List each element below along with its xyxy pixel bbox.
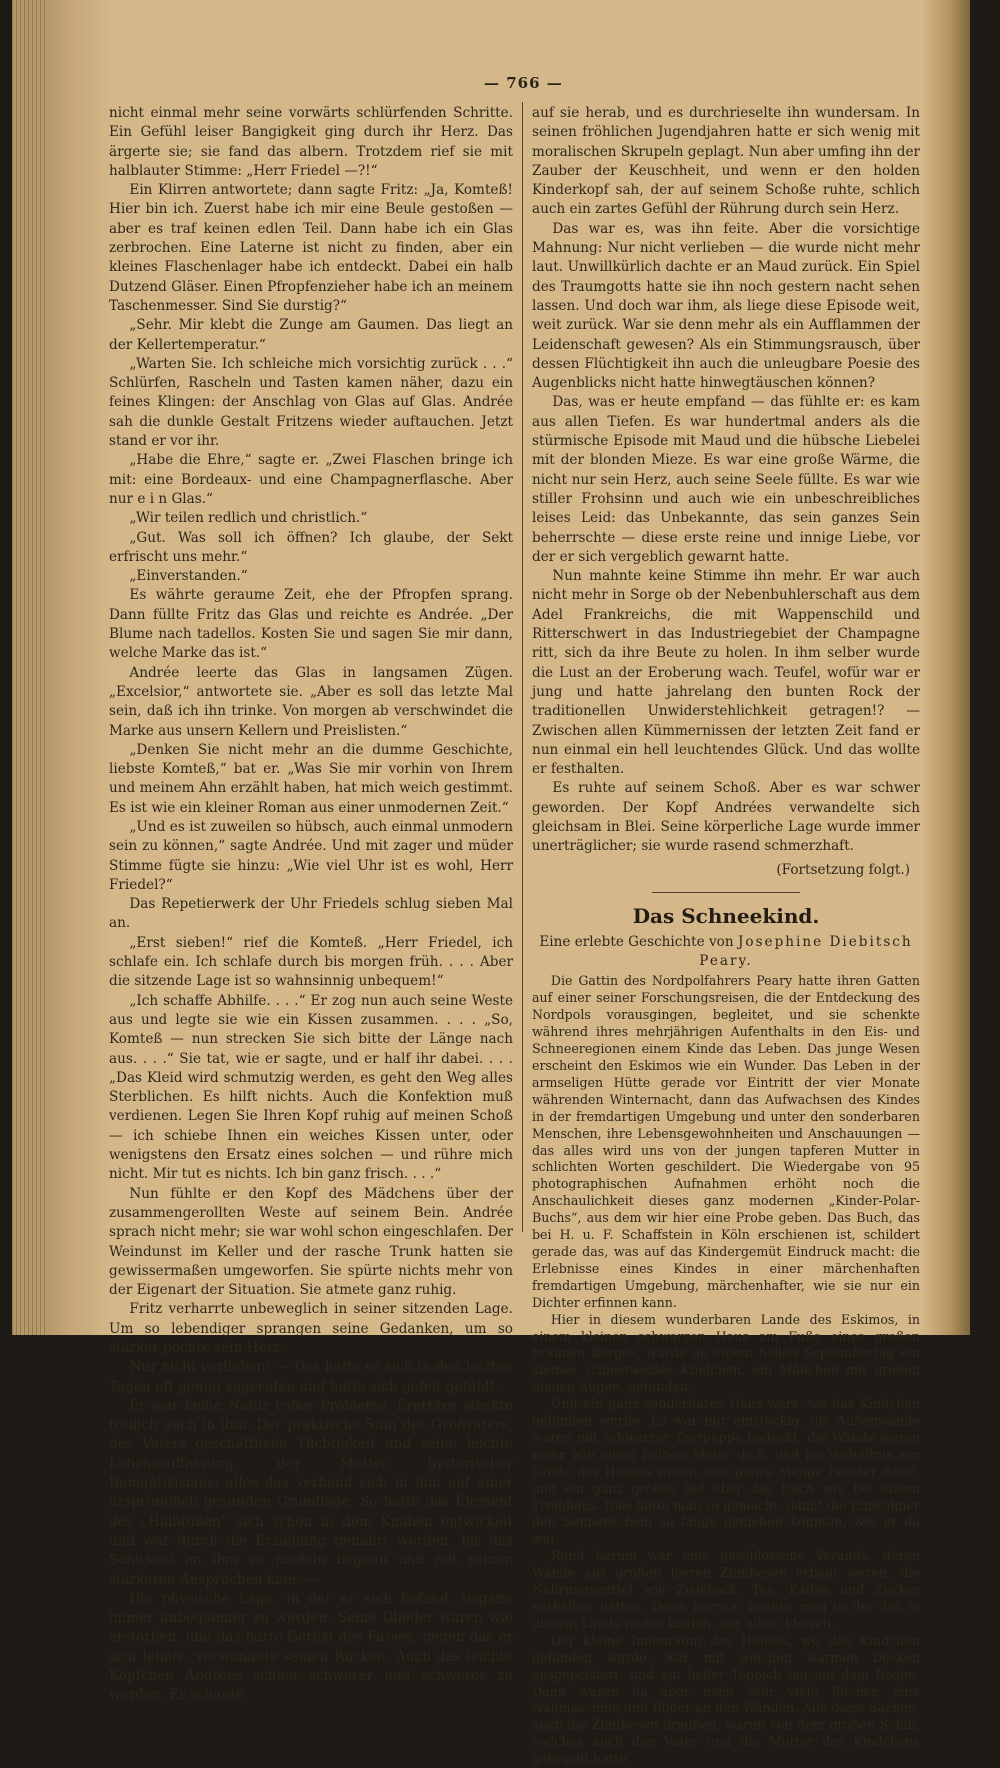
paragraph: „Wir teilen redlich und christlich.“ [129, 510, 368, 527]
story-intro: Die Gattin des Nordpolfahrers Peary hatte ihren Gatten auf einer seiner Forschungsreisen, die der Entdeckung des Nordpols vorausgingen, begleitet, und sie schenkte während ihres mehrjährigen Aufenthalts in den Eis- und Schneeregionen einem Kinde das Leben. Das junge Wesen erscheint den Eskimos wie ein Wunder. Das Leben in der armseligen Hütte gerade vor Eintritt der vier Monate währenden Winternacht, dann das Aufwachsen des Kindes in der fremdartigen Umgebung und unter den sonderbaren Menschen, ihre Lebensgewohnheiten und Anschauungen — das alles wird uns von der jungen tapferen Mutter in schlichten Worten geschildert. Die Wiedergabe von 95 photographischen Aufnahmen erhöht noch die Anschaulichkeit dieses ganz modernen „Kinder-Polar-Buchs“, aus dem wir hier eine Probe geben. Das Buch, das bei H. u. F. Schaffstein in Köln erschienen ist, schildert gerade das, was auf das Kindergemüt Eindruck macht: die Erlebnisse eines Kindes in einer märchenhaften fremdartigen Umgebung, märchenhafter, wie sie nur ein Dichter erfinnen kann. [532, 973, 920, 1310]
paragraph: Rund herum war eine geschlossene Veranda, deren Wände aus großen leeren Zinnbosen erbaut waren, die Nahrungsmittel wie Zwieback, Tee, Kaffee und Zucker enthalten hatten. Denn hiervon konnte man in der Tat in diesem Lande nichts kaufen, nur allein Fleisch. [532, 1548, 920, 1631]
paragraph: Fritz verharrte unbeweglich in seiner sitzenden Lage. Um so lebendiger sprangen seine Gedanken, um so stärker pochte sein Herz. [109, 1301, 513, 1356]
page-edges [12, 0, 48, 1335]
paragraph: auf sie herab, und es durchrieselte ihn wundersam. In seinen fröhlichen Jugendjahren hatte er sich wenig mit moralischen Skrupeln geplagt. Nun aber umfing ihn der Zauber der Keuschheit, und wenn er den holden Kinderkopf sah, der auf seinem Schoße ruhte, schlich auch ein zartes Gefühl der Rührung durch sein Herz. [532, 105, 920, 218]
paragraph: Das war es, was ihn feite. Aber die vorsichtige Mahnung: Nur nicht verlieben — die wurde nicht mehr laut. Unwillkürlich dachte er an Maud zurück. Ein Spiel des Traumgotts hatte sie ihn noch gestern nacht sehen lassen. Und doch war ihm, als liege diese Episode weit, weit zurück. War sie denn mehr als ein Aufflammen der Leidenschaft gewesen? Als ein Stimmungsrausch, über dessen Flüchtigkeit ihn auch die unleugbare Poesie des Augenblicks nicht hatte hinwegtäuschen können? [532, 220, 920, 392]
paragraph: Hier in diesem wunderbaren Lande des Eskimos, in einem kleinen schwarzen Haus am Fuße eines großen braunen Berges, wurde an einem hellen Septembertag ein kleines schneeweißes Kindchen, ein Mädchen mit großen blauen Augen, gefunden. [532, 1311, 920, 1395]
paragraph: „Denken Sie nicht mehr an die dumme Geschichte, liebste Komteß,“ bat er. „Was Sie mir vorhin von Ihrem und meinem Ahn erzählt haben, hat mich weich gestimmt. Es ist wie ein kleiner Roman aus einer unmodernen Zeit.“ [109, 741, 513, 816]
right-column [532, 104, 920, 1767]
paragraph: Das Repetierwerk der Uhr Friedels schlug sieben Mal an. [109, 896, 513, 932]
paragraph: Er war keine Natur voller Probleme. Ererbtes steckte freilich auch in ihm. Der praktische Sinn des Großvaters, des Vaters geschäftliche Tüchtigkeit und seine leichte Lebensauffassung, der Mutter hysterischer Romantizismus: alles das verband sich in ihm auf einer ursprünglich gesunden Grundlage. So hatte das Element des „Halbfüßen“ sich schon in dem Knaben entwickelt und war durch die Erziehung genährt worden, bis das Schicksal an ihm zu modeln begann und mit seinen stärkeren Ansprüchen kam. — [109, 1397, 513, 1588]
paragraph: Es ruhte auf seinem Schoß. Aber es war schwer geworden. Der Kopf Andrées verwandelte sich gleichsam in Blei. Seine körperliche Lage wurde immer unerträglicher; sie wurde rasend schmerzhaft. [532, 780, 920, 855]
section-rule [652, 892, 800, 893]
paragraph: nicht einmal mehr seine vorwärts schlürfenden Schritte. Ein Gefühl leiser Bangigkeit ging durch ihr Herz. Das ärgerte sie; sie fand das albern. Trotzdem rief sie mit halblauter Stimme: „Herr Friedel —?!“ [109, 105, 513, 179]
paragraph: „Und es ist zuweilen so hübsch, auch einmal unmodern sein zu können,“ sagte Andrée. Und mit zager und müder Stimme fügte sie hinzu: „Wie viel Uhr ist es wohl, Herr Friedel?“ [109, 818, 513, 893]
column-divider [522, 102, 523, 1232]
story-subtitle [532, 933, 920, 972]
paragraph: „Ich schaffe Abhilfe. . . .“ Er zog nun auch seine Weste aus und legte sie wie ein Kissen zusammen. . . . „So, Komteß — nun strecken Sie sich bitte der Länge nach aus. . . .“ Sie tat, wie er sagte, und er half ihr dabei. . . . „Das Kleid wird schmutzig werden, es geht den Weg alles Sterblichen. Es hilft nichts. Auch die Konfektion muß verdienen. Legen Sie Ihren Kopf ruhig auf meinen Schoß — ich schiebe Ihnen ein weiches Kissen unter, oder wenigstens den Ersatz eines solchen — und rühre mich nicht. Mir tut es nichts. Ich bin ganz frisch. . . .“ [109, 992, 513, 1183]
page-right-edge [922, 0, 970, 1335]
paragraph: Ein Klirren antwortete; dann sagte Fritz: „Ja, Komteß! Hier bin ich. Zuerst habe ich mir eine Beule gestoßen — aber es traf keinen edlen Teil. Dann habe ich ein Glas zerbrochen. Eine Laterne ist nicht zu finden, aber ein kleines Flaschenlager habe ich entdeckt. Dabei ein halb Dutzend Gläser. Einen Pfropfenzieher habe ich an meinem Taschenmesser. Sind Sie durstig?“ [109, 182, 513, 314]
story-title: Das Schneekind. [632, 903, 820, 928]
paragraph: Nun mahnte keine Stimme ihn mehr. Er war auch nicht mehr in Sorge ob der Nebenbuhlerschaft aus dem Adel Frankreichs, die mit Wappenschild und Ritterschwert in das Industriegebiet der Champagne ritt, sich da ihre Beute zu holen. In ihm selber wurde die Lust an der Eroberung wach. Teufel, wofür war er jung und hatte jahrelang den bunten Rock der traditionellen Unwiderstehlichkeit getragen!? — Zwischen allen Kümmernissen der letzten Zeit fand er nun einmal ein hell leuchtendes Glück. Und das wollte er festhalten. [532, 568, 920, 778]
paragraph: „Habe die Ehre,“ sagte er. „Zwei Flaschen bringe ich mit: eine Bordeaux- und eine Champagnerflasche. Aber nur e i n Glas.“ [109, 452, 513, 507]
paragraph: „Gut. Was soll ich öffnen? Ich glaube, der Sekt erfrischt uns mehr.“ [109, 529, 513, 565]
paragraph: Andrée leerte das Glas in langsamen Zügen. „Excelsior,“ antwortete sie. „Aber es soll das letzte Mal sein, daß ich ihn trinke. Von morgen ab verschwindet die Marke aus unsern Kellern und Preislisten.“ [109, 664, 513, 739]
paragraph: Und ein ganz sonderbares Haus wars, wo das Kindchen gefunden wurde. Es war nur einstöckig, die Außenwände waren mit schwarzer Teerpappe bedeckt, die Wände waren mehr wie einen halben Meter dick, und im Verhältnis zur Größe des Hauses waren eine ganze Menge Fenster darin, und ein ganz großes lief über das Dach wie bei einem Treibhaus. Dies hatte man so gemacht, damit die Einwohner den Sonnenschein so lange genießen könnten, wie er da war. [532, 1396, 920, 1547]
paragraph: Nun fühlte er den Kopf des Mädchens über der zusammengerollten Weste auf seinem Bein. Andrée sprach nicht mehr; sie war wohl schon eingeschlafen. Der Weindunst im Keller und der rasche Trunk hatten sie gewissermaßen umgeworfen. Sie spürte nichts mehr von der Eigenart der Situation. Sie atmete ganz ruhig. [109, 1185, 513, 1299]
paragraph: „Warten Sie. Ich schleiche mich vorsichtig zurück . . .“ Schlürfen, Rascheln und Tasten kamen näher, dazu ein feines Klingen: der Anschlag von Glas auf Glas. Andrée sah die dunkle Gestalt Fritzens wieder auftauchen. Jetzt stand er vor ihr. [109, 355, 513, 450]
story-author: Josephine Diebitsch Peary. [699, 933, 913, 970]
paragraph: „Sehr. Mir klebt die Zunge am Gaumen. Das liegt an der Kellertemperatur.“ [109, 317, 513, 353]
subtitle-prefix: Eine erlebte Geschichte von [539, 933, 734, 950]
paragraph: Das, was er heute empfand — das fühlte er: es kam aus allen Tiefen. Es war hundertmal anders als die stürmische Episode mit Maud und die hübsche Liebelei mit der blonden Mieze. Es war eine große Wärme, die nicht nur sein Herz, auch seine Seele füllte. Es war wie stiller Frohsinn und auch wie ein unbeschreibliches leises Leid: das Unbekannte, das sein ganzes Sein beherrschte — diese erste reine und innige Liebe, vor der er sich vergeblich gewarnt hatte. [532, 394, 920, 565]
paragraph: Die physische Lage, in der er sich befand, begann immer unbequemer zu werden. Seine Glieder waren wie erstorben, und das harte Gerüst des Fasses, gegen das er sich lehnte, verwundete seinen Rücken. Auch das leichte Köpfchen Andrées schien schwerer und schwerer zu werden. Er schaute [109, 1590, 513, 1704]
paragraph: „Erst sieben!“ rief die Komteß. „Herr Friedel, ich schlafe ein. Ich schlafe durch bis morgen früh. . . . Aber die sitzende Lage ist so wahnsinnig unbequem!“ [109, 934, 513, 990]
page-number: — 766 — [484, 74, 563, 92]
newspaper-page [12, 0, 970, 1767]
continuation-note: (Fortsetzung folgt.) [776, 861, 910, 878]
paragraph: „Einverstanden.“ [129, 568, 248, 585]
left-column [109, 104, 513, 1704]
paragraph: Es währte geraume Zeit, ehe der Pfropfen sprang. Dann füllte Fritz das Glas und reichte es Andrée. „Der Blume nach tadellos. Kosten Sie und sagen Sie mir dann, welche Marke das ist.“ [109, 587, 513, 662]
paragraph: Der kleine Innenraum des Hauses, wo das Kindchen gefunden wurde, war mit weichen warmen Decken ausgepolstert, und ein heller Teppich lag auf dem Boden. Dann waren da aber noch sehr viele Bücher, eine Nähmaschine und Bilder an den Wänden. Alle diese Sachen, auch die Zinnbosen draußen, waren von dem großen Schiff, welches auch den Vater und die Mutter des Kindchens gebracht hatte. [532, 1632, 920, 1767]
paragraph: Nur nicht verlieben! — Das hatte er sich in den letzten Tagen oft genug zugerufen und hatte sich gefeit gefühlt. [109, 1359, 513, 1395]
